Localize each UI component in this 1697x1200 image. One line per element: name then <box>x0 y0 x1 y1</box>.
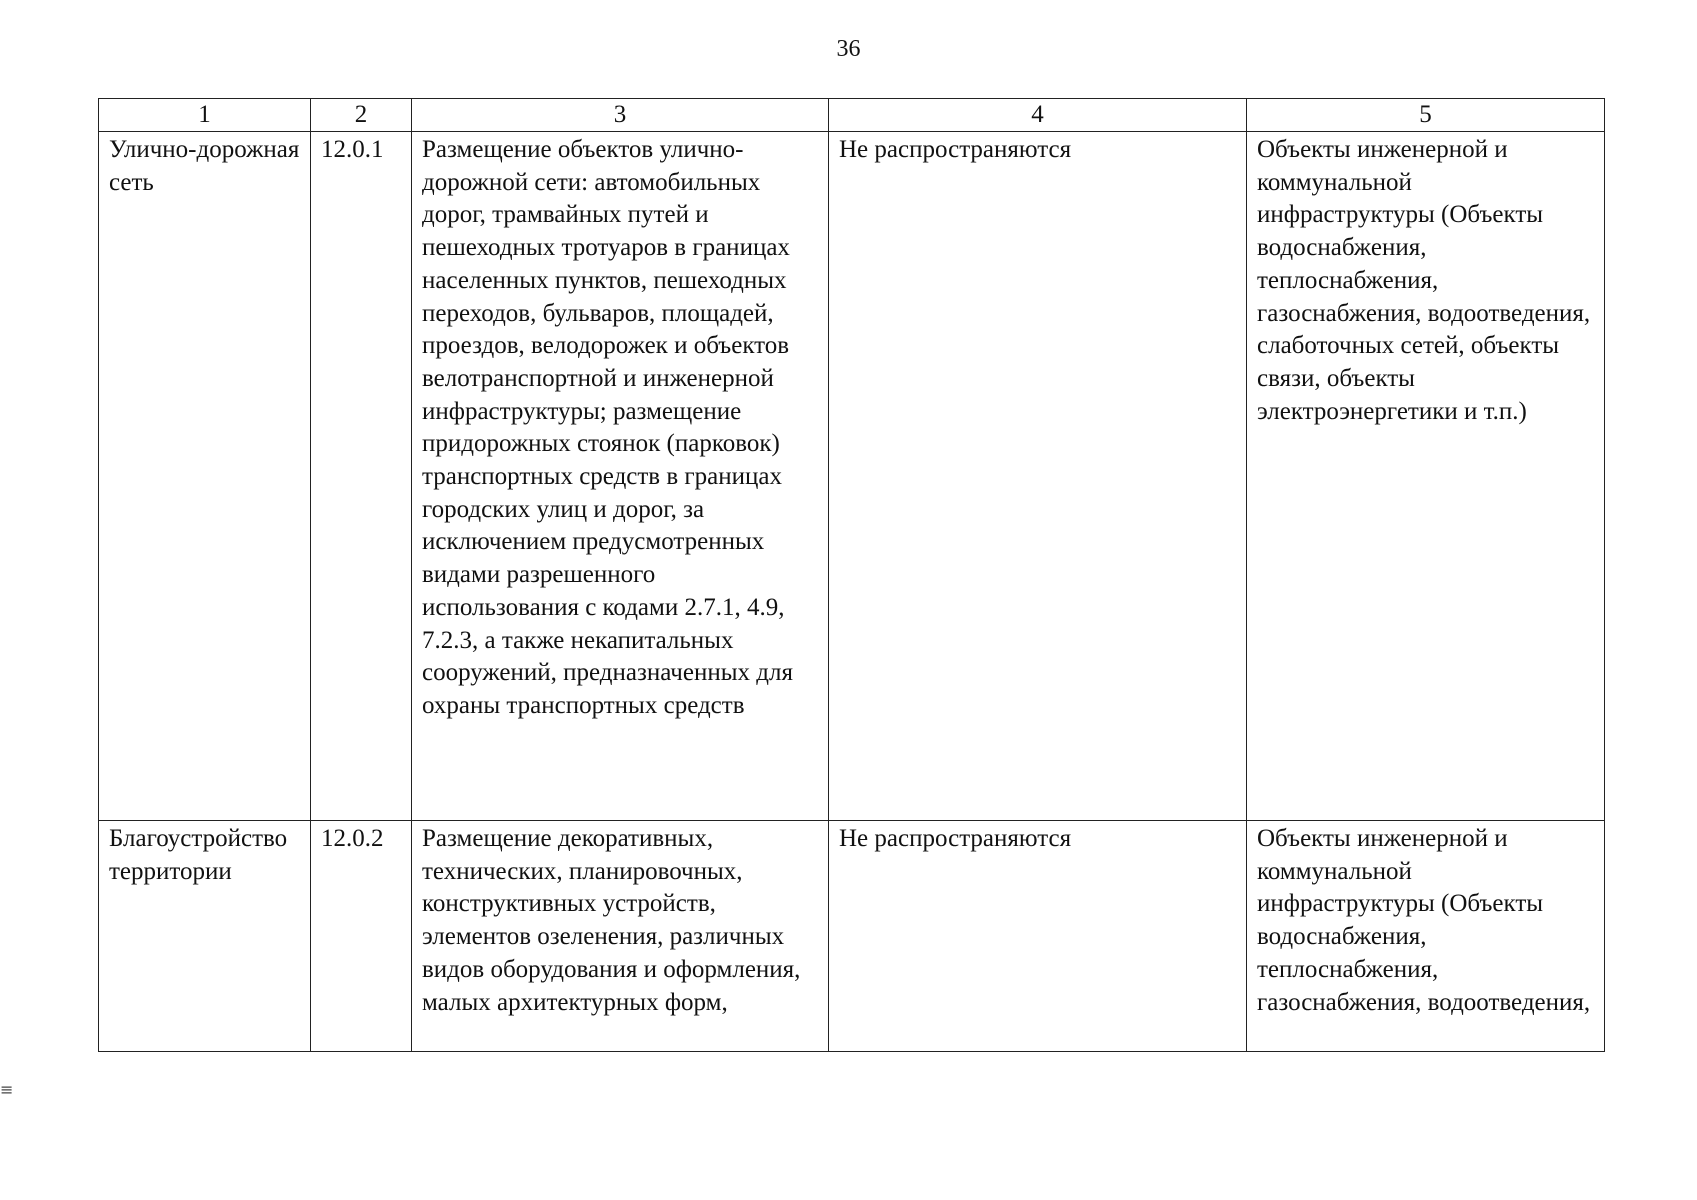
use-type-description: Размещение объектов улично-дорожной сети: автомобильных дорог, трамвайных путей и пешеходных тротуаров в границах населенных пунктов, пешеходных переходов, бульваров, площадей, проездов, велодорожек и объектов велотранспортной и инженерной инфраструктуры; размещение придорожных стоянок (парковок) транспортных средств в границах городских улиц и дорог, за исключением предусмотренных видами разрешенного использования с кодами 2.7.1, 4.9, 7.2.3, а также некапитальных сооружений, предназначенных для охраны транспортных средств <box>412 132 829 821</box>
header-col-4: 4 <box>829 99 1247 132</box>
header-col-1: 1 <box>99 99 311 132</box>
header-row <box>99 99 1605 132</box>
table-row <box>99 821 1605 1052</box>
margin-mark: ≡ <box>0 1080 14 1099</box>
regulation-table-container <box>98 98 1605 1052</box>
use-type-name: Улично-дорожная сеть <box>99 132 311 821</box>
auxiliary-uses-cell: Объекты инженерной и коммунальной инфраструктуры (Объекты водоснабжения, теплоснабжения, газоснабжения, водоотведения, слаботочных сетей, объекты связи, объекты электроэнергетики и т.п.) <box>1247 132 1605 821</box>
header-col-3: 3 <box>412 99 829 132</box>
regulation-table <box>98 98 1605 1052</box>
page-number: 36 <box>836 36 861 62</box>
use-type-code: 12.0.2 <box>311 821 412 1052</box>
restrictions-cell: Не распространяются <box>829 132 1247 821</box>
use-type-description: Размещение декоративных, технических, планировочных, конструктивных устройств, элементов озеленения, различных видов оборудования и оформления, малых архитектурных форм, <box>412 821 829 1052</box>
table-row <box>99 132 1605 821</box>
use-type-name: Благоустройство территории <box>99 821 311 1052</box>
header-col-2: 2 <box>311 99 412 132</box>
header-col-5: 5 <box>1247 99 1605 132</box>
auxiliary-uses-cell: Объекты инженерной и коммунальной инфраструктуры (Объекты водоснабжения, теплоснабжения, газоснабжения, водоотведения, <box>1247 821 1605 1052</box>
use-type-code: 12.0.1 <box>311 132 412 821</box>
restrictions-cell: Не распространяются <box>829 821 1247 1052</box>
